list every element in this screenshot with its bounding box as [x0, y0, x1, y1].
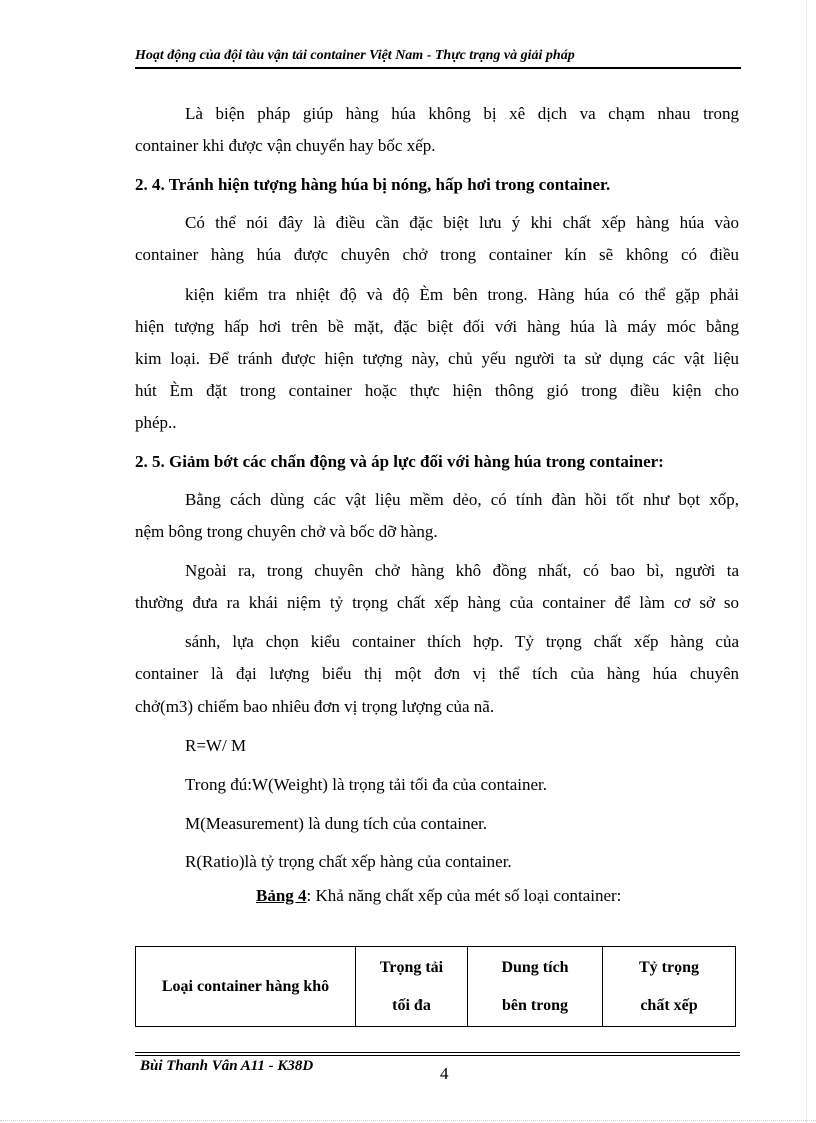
paragraph-line: container hàng húa được chuyên chở trong container kín sẽ không có điều	[135, 245, 739, 264]
paragraph-line: sánh, lựa chọn kiểu container thích hợp. Tỷ trọng chất xếp hàng của	[185, 632, 739, 651]
definition-line: R(Ratio)là tỷ trọng chất xếp hàng của container.	[185, 852, 512, 871]
paragraph-line: thường đưa ra khái niệm tỷ trọng chất xếp hàng của container để làm cơ sở so	[135, 593, 739, 612]
table-header-cell: Tỷ trọng chất xếp	[639, 958, 699, 1014]
capacity-table	[135, 946, 736, 1027]
table-caption	[256, 885, 816, 907]
table-caption-label: Bảng 4	[256, 886, 307, 905]
definition-line: M(Measurement) là dung tích của container.	[185, 814, 488, 833]
formula: R=W/ M	[185, 736, 247, 755]
section-heading-2-5: 2. 5. Giảm bớt các chấn động và áp lực đối với hàng húa trong container:	[135, 452, 664, 471]
paragraph-line: phép..	[135, 413, 177, 432]
paragraph-line: kim loại. Để tránh được hiện tượng này, chủ yếu người ta sử dụng các vật liệu	[135, 349, 739, 368]
page-number: 4	[440, 1064, 449, 1083]
footer-author: Bùi Thanh Vân A11 - K38D	[140, 1058, 314, 1074]
paragraph-line: hiện tượng hấp hơi trên bề mặt, đặc biệt đối với hàng húa là máy móc bằng	[135, 317, 739, 336]
page-edge-dots	[0, 1120, 816, 1121]
page-edge-dots	[806, 0, 807, 1123]
table-header-cell: Loại container hàng khô	[136, 947, 356, 1026]
paragraph-line: hút Èm đặt trong container hoặc thực hiện thông gió trong điều kiện cho	[135, 381, 739, 400]
paragraph-line: container khi được vận chuyển hay bốc xếp.	[135, 136, 436, 155]
table-header-cell: Dung tích bên trong	[468, 947, 603, 1026]
header-rule	[135, 67, 741, 69]
table-caption-text: : Khả năng chất xếp của mét số loại container:	[306, 886, 622, 905]
definition-line: Trong đú:W(Weight) là trọng tải tối đa của container.	[185, 775, 547, 794]
paragraph-line: container là đại lượng biểu thị một đơn vị thể tích của hàng húa chuyên	[135, 664, 739, 683]
paragraph-line: kiện kiểm tra nhiệt độ và độ Èm bên trong. Hàng húa có thể gặp phải	[185, 285, 739, 304]
paragraph-line: Bằng cách dùng các vật liệu mềm dẻo, có tính đàn hồi tốt như bọt xốp,	[185, 490, 739, 509]
paragraph-line: Có thể nói đây là điều cần đặc biệt lưu ý khi chất xếp hàng húa vào	[185, 213, 739, 232]
footer-rule	[135, 1055, 740, 1056]
table-header-cell: Trọng tải tối đa	[356, 947, 468, 1026]
paragraph-line: Ngoài ra, trong chuyên chở hàng khô đồng nhất, có bao bì, người ta	[185, 561, 739, 580]
paragraph-line: Là biện pháp giúp hàng húa không bị xê dịch va chạm nhau trong	[185, 104, 739, 123]
page-header: Hoạt động của đội tàu vận tải container Việt Nam - Thực trạng và giải pháp	[135, 48, 575, 63]
paragraph-line: chở(m3) chiếm bao nhiêu đơn vị trọng lượng của nã.	[135, 697, 495, 716]
footer-rule	[135, 1052, 740, 1053]
paragraph-line: nệm bông trong chuyên chở và bốc dỡ hàng.	[135, 522, 438, 541]
section-heading-2-4: 2. 4. Tránh hiện tượng hàng húa bị nóng, hấp hơi trong container.	[135, 175, 611, 194]
